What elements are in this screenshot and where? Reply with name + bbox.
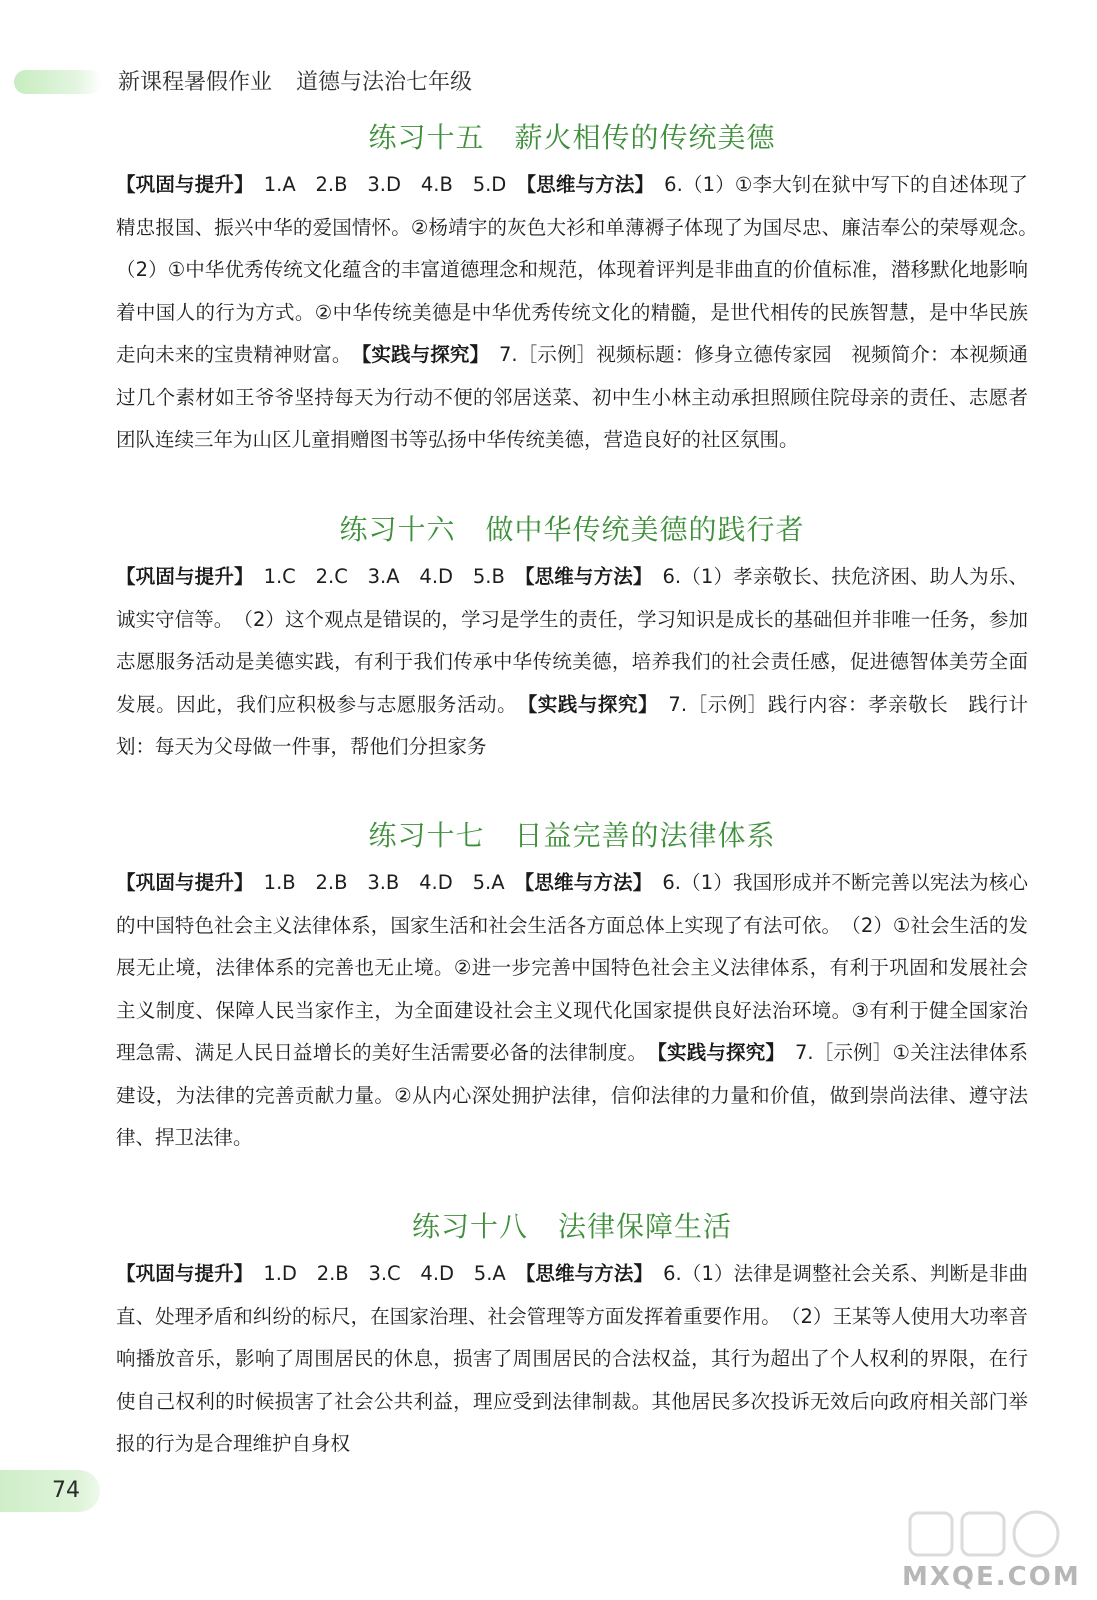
tag-practice: 【实践与探究】 xyxy=(527,692,649,716)
header-subject: 道德与法治七年级 xyxy=(296,70,473,95)
section-title xyxy=(116,118,1028,158)
page-number-badge xyxy=(0,1470,100,1512)
section-16 xyxy=(116,510,1028,769)
practice-text: 7.［示例］①关注法律体系建设，为法律的完善贡献力量。②从内心深处拥护法律，信仰法律的力量和价值，做到崇尚法律、遵守法律、捍卫法律。 xyxy=(116,1041,1028,1149)
section-title xyxy=(116,510,1028,550)
section-name: 做中华传统美德的践行者 xyxy=(485,513,805,546)
tag-method: 【思维与方法】 xyxy=(524,871,643,894)
section-name: 法律保障生活 xyxy=(558,1210,733,1243)
header-accent-bar xyxy=(14,70,102,94)
answer-paragraph xyxy=(116,164,1048,462)
tag-consolidate: 【巩固与提升】 xyxy=(116,173,245,196)
practice-text: 7.［示例］视频标题：修身立德传家园 视频简介：本视频通过几个素材如王爷爷坚持每天为行动不便的邻居送菜、初中生小林主动承担照顾住院母亲的责任、志愿者团队连续三年为山区儿童捐赠图书等弘扬中华传统美德，营造良好的社区氛围。 xyxy=(116,343,1028,451)
answer-paragraph xyxy=(116,1253,1028,1466)
header-series: 新课程暑假作业 xyxy=(118,70,273,95)
section-number: 练习十七 xyxy=(368,819,485,852)
section-title xyxy=(116,816,1028,856)
section-number: 练习十八 xyxy=(411,1210,528,1243)
tag-practice: 【实践与探究】 xyxy=(361,343,480,366)
tag-consolidate: 【巩固与提升】 xyxy=(116,565,244,588)
mc-answers: 1.B 2.B 3.B 4.D 5.A xyxy=(263,871,505,894)
answer-paragraph xyxy=(116,862,1028,1160)
tag-method: 【思维与方法】 xyxy=(526,173,645,196)
section-number: 练习十五 xyxy=(368,121,485,154)
tag-consolidate: 【巩固与提升】 xyxy=(116,1262,244,1285)
section-15 xyxy=(116,118,1048,462)
section-18 xyxy=(116,1207,1028,1466)
tag-method: 【思维与方法】 xyxy=(524,565,643,588)
section-number: 练习十六 xyxy=(339,513,456,546)
tag-consolidate: 【巩固与提升】 xyxy=(116,871,244,894)
answer-paragraph xyxy=(116,556,1028,769)
method-text: 6.（1）①李大钊在狱中写下的自述体现了精忠报国、振兴中华的爱国情怀。②杨靖宇的灰色大衫和单薄褥子体现了为国尽忠、廉洁奉公的荣辱观念。 （2）①中华优秀传统文化蕴含的丰富道德理念和规范，体现着评判是非曲直的价值标准，潜移默化地影响着中国人的行为方式。②中华传统美德是中华优秀传统文化的精髓，是世代相传的民族智慧，是中华民族走向未来的宝贵精神财富。 xyxy=(116,173,1048,366)
tag-practice: 【实践与探究】 xyxy=(657,1041,776,1064)
section-title xyxy=(116,1207,1028,1247)
method-text: 6.（1）孝亲敬长、扶危济困、助人为乐、诚实守信等。 （2）这个观点是错误的，学习是学生的责任，学习知识是成长的基础但并非唯一任务，参加志愿服务活动是美德实践，有利于我们传承中华传统美德，培养我们的社会责任感，促进德智体美劳全面发展。因此，我们应积极参与志愿服务活动。 xyxy=(116,565,1028,716)
mc-answers: 1.A 2.B 3.D 4.B 5.D xyxy=(263,173,507,196)
page-number: 74 xyxy=(52,1478,80,1503)
tag-method: 【思维与方法】 xyxy=(525,1262,644,1285)
mc-answers: 1.C 2.C 3.A 4.D 5.B xyxy=(263,565,505,588)
method-text: 6.（1）我国形成并不断完善以宪法为核心的中国特色社会主义法律体系，国家生活和社会生活各方面总体上实现了有法可依。 （2）①社会生活的发展无止境，法律体系的完善也无止境。②进一步完善中国特色社会主义法律体系，有利于巩固和发展社会主义制度、保障人民当家作主，为全面建设社会主义现代化国家提供良好法治环境。③有利于健全国家治理急需、满足人民日益增长的美好生活需要必备的法律制度。 xyxy=(116,871,1028,1064)
practice-text: 7.［示例］践行内容：孝亲敬长 践行计划：每天为父母做一件事，帮他们分担家务 xyxy=(116,692,1028,758)
section-17 xyxy=(116,816,1028,1160)
section-name: 日益完善的法律体系 xyxy=(514,819,776,852)
mc-answers: 1.D 2.B 3.C 4.D 5.A xyxy=(263,1262,506,1285)
method-text: 6.（1）法律是调整社会关系、判断是非曲直、处理矛盾和纠纷的标尺，在国家治理、社会管理等方面发挥着重要作用。 （2）王某等人使用大功率音响播放音乐，影响了周围居民的休息，损害了周围居民的合法权益，其行为超出了个人权利的界限，在行使自己权利的时候损害了社会公共利益，理应受到法律制裁。其他居民多次投诉无效后向政府相关部门举报的行为是合理维护自身权 xyxy=(116,1262,1028,1455)
section-name: 薪火相传的传统美德 xyxy=(514,121,776,154)
watermark-text: MXQE.COM xyxy=(902,1562,1081,1592)
running-header xyxy=(118,68,472,98)
